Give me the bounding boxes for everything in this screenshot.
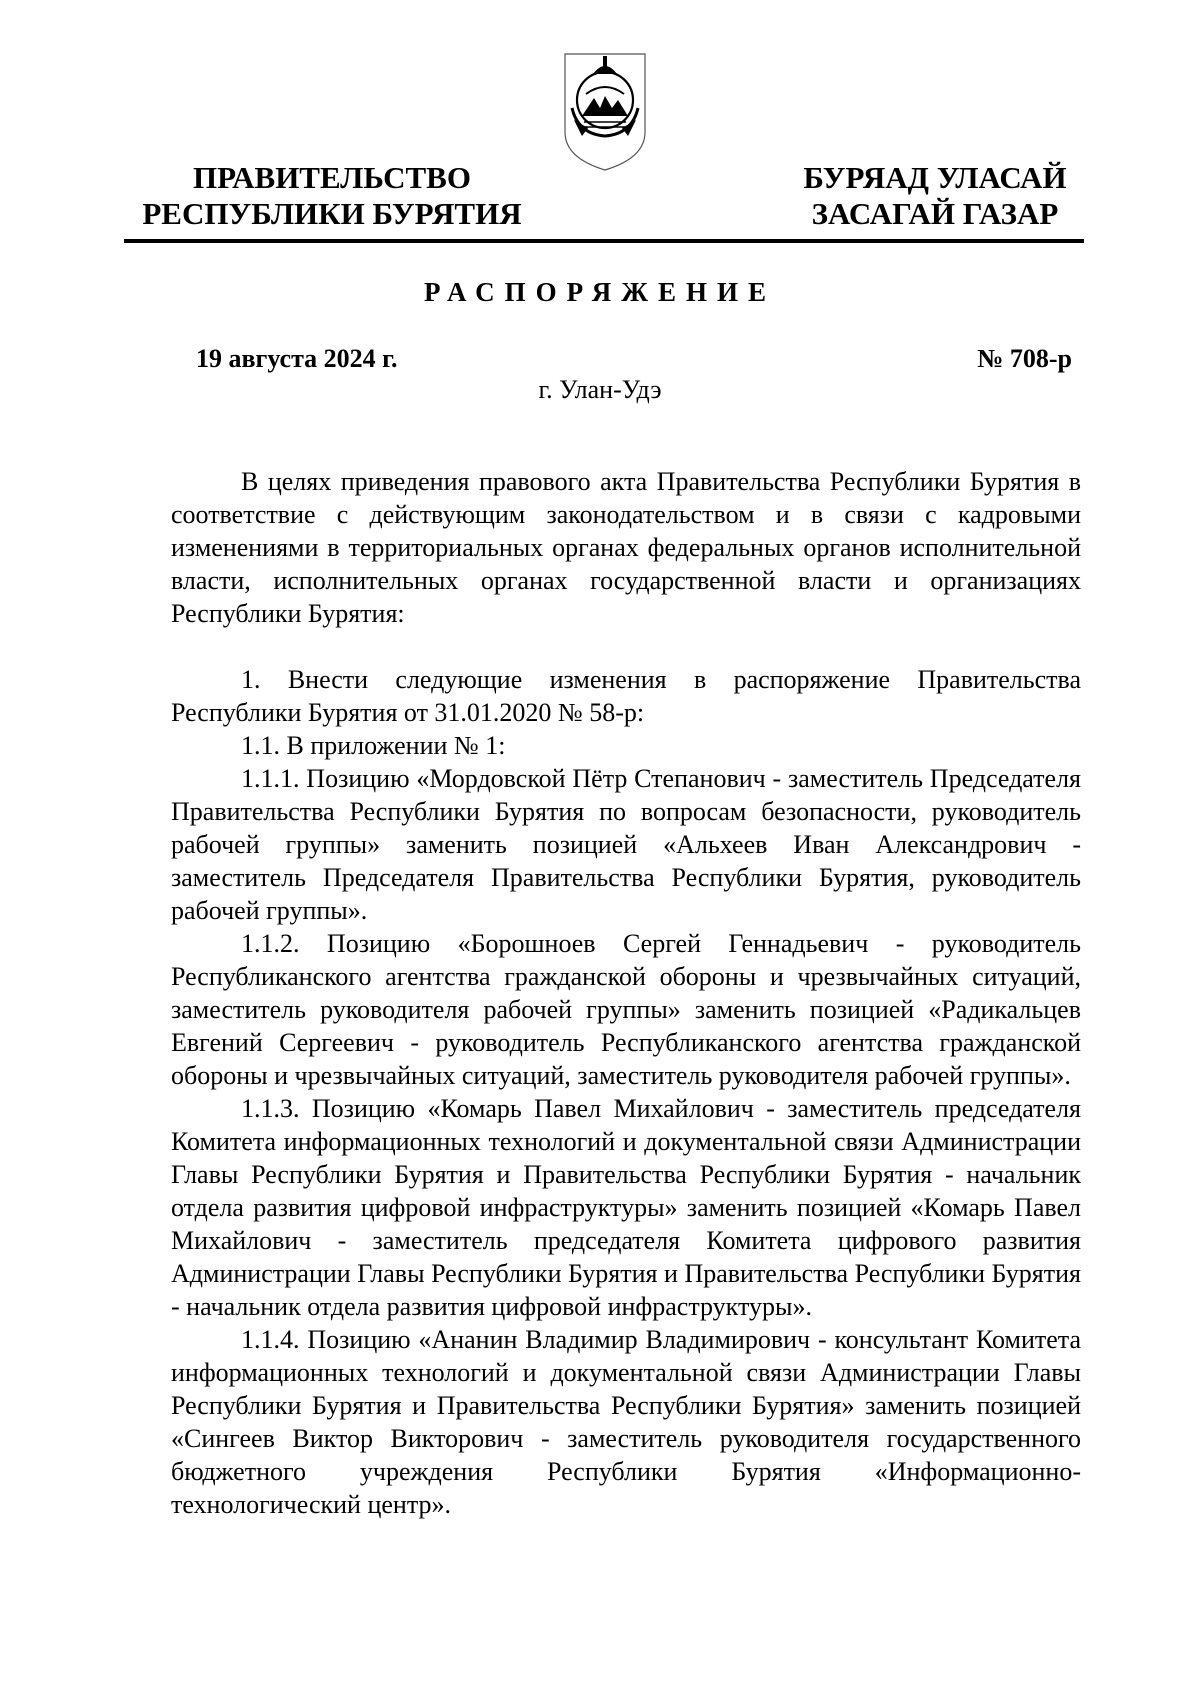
document-city: г. Улан-Удэ [538,375,662,404]
clause-1-1-4: 1.1.4. Позицию «Ананин Владимир Владимирович - консультант Комитета информационных технологий и документальной связи Администрации Главы Республики Бурятия и Правительства Республики Бурятия» заменить позицией «Сингеев Виктор Викторович - заместитель руководителя государственного бюджетного учреждения Республики Бурятия «Информационно-технологический центр». [171,1325,1081,1519]
document-date: 19 августа 2024 г. [196,344,398,373]
government-name-russian [142,160,522,232]
document-number: № 708-р [977,344,1072,373]
clause-1: 1. Внести следующие изменения в распоряжение Правительства Республики Бурятия от 31.01.2020 № 58-р: [171,665,1081,727]
document-type-title: РАСПОРЯЖЕНИЕ [423,277,777,307]
government-name-buryat-line-2: ЗАСАГАЙ ГАЗАР [811,196,1059,231]
document-body [171,465,1081,1521]
government-name-buryat-line-1: БУРЯАД УЛАСАЙ [803,160,1067,195]
clause-1-1-2: 1.1.2. Позицию «Борошноев Сергей Геннадьевич - руководитель Республиканского агентства гражданской обороны и чрезвычайных ситуаций, заместитель руководителя рабочей группы» заменить позицией «Радикальцев Евгений Сергеевич - руководитель Республиканского агентства гражданской обороны и чрезвычайных ситуаций, заместитель руководителя рабочей группы». [171,929,1081,1090]
clause-1-1-1: 1.1.1. Позицию «Мордовской Пётр Степанович - заместитель Председателя Правительства Республики Бурятия по вопросам безопасности, руководитель рабочей группы» заменить позицией «Альхеев Иван Александрович - заместитель Председателя Правительства Республики Бурятия, руководитель рабочей группы». [171,764,1081,925]
clause-1-1: 1.1. В приложении № 1: [241,731,506,760]
government-name-line-2: РЕСПУБЛИКИ БУРЯТИЯ [142,196,522,231]
coat-of-arms-icon [560,50,650,172]
government-name-buryat [745,160,1125,232]
government-name-line-1: ПРАВИТЕЛЬСТВО [193,160,471,195]
preamble-paragraph: В целях приведения правового акта Правительства Республики Бурятия в соответствие с действующим законодательством и в связи с кадровыми изменениями в территориальных органах федеральных органов исполнительной власти, исполнительных органах государственной власти и организациях Республики Бурятия: [171,467,1081,628]
header-divider [124,239,1084,243]
clause-1-1-3: 1.1.3. Позицию «Комарь Павел Михайлович - заместитель председателя Комитета информационных технологий и документальной связи Администрации Главы Республики Бурятия и Правительства Республики Бурятия - начальник отдела развития цифровой инфраструктуры» заменить позицией «Комарь Павел Михайлович - заместитель председателя Комитета цифрового развития Администрации Главы Республики Бурятия и Правительства Республики Бурятия - начальник отдела развития цифровой инфраструктуры». [171,1094,1081,1321]
